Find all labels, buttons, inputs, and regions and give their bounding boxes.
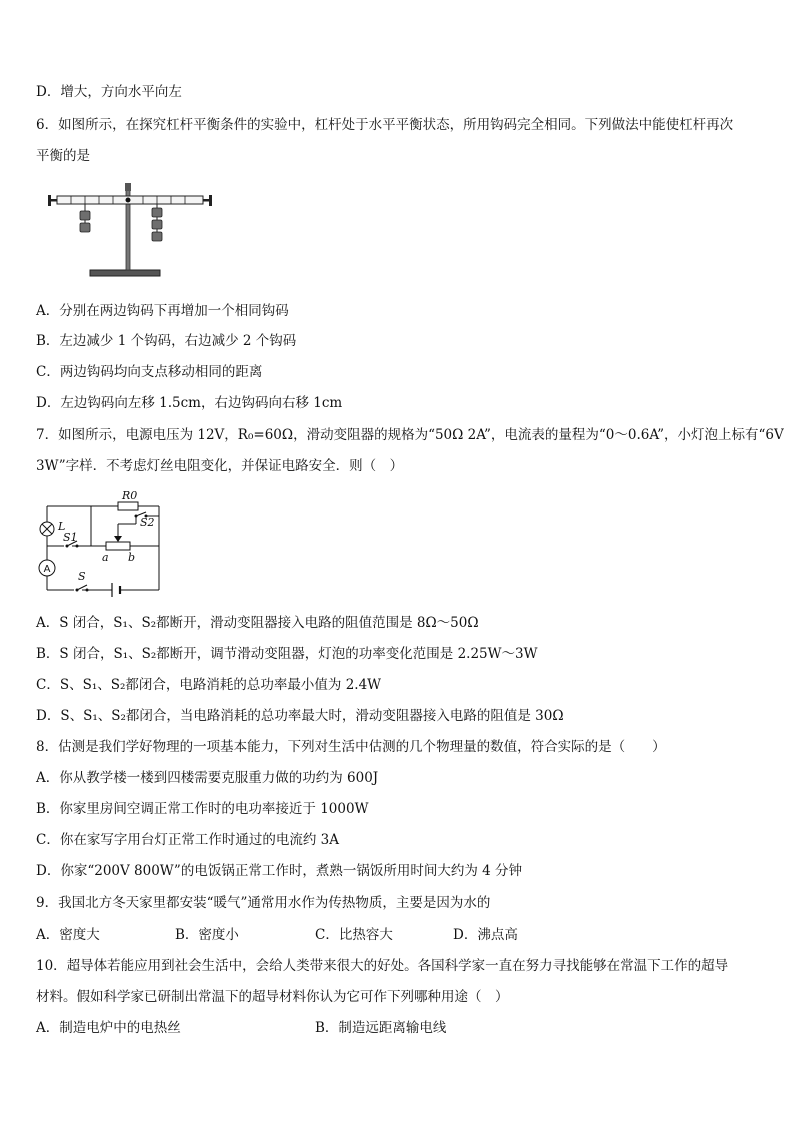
label-b: b	[128, 551, 136, 564]
q9-option-a: A．密度大	[36, 927, 100, 943]
label-a: a	[102, 551, 109, 564]
q9-stem: 9．我国北方冬天家里都安装“暖气”通常用水作为传热物质，主要是因为水的	[36, 895, 491, 911]
q8-option-c: C．你在家写字用台灯正常工作时通过的电流约 3A	[36, 832, 339, 848]
circuit-figure	[36, 490, 166, 600]
label-s1: S1	[63, 531, 78, 544]
r0-resistor	[118, 502, 138, 510]
lamp-symbol	[40, 522, 54, 536]
q6-option-d: D．左边钩码向左移 1.5cm，右边钩码向右移 1cm	[36, 395, 343, 411]
lever-pivot	[126, 198, 131, 203]
q10-stem-line2: 材料。假如科学家已研制出常温下的超导材料你认为它可作下列哪种用途（ ）	[36, 989, 509, 1005]
q6-option-c: C．两边钩码均向支点移动相同的距离	[36, 364, 263, 380]
label-l: L	[58, 520, 66, 533]
q6-option-a: A．分别在两边钩码下再增加一个相同钩码	[36, 303, 289, 319]
q7-stem-line1: 7．如图所示，电源电压为 12V，R₀=60Ω，滑动变阻器的规格为“50Ω 2A”，电流表的量程为“0～0.6A”，小灯泡上标有“6V	[36, 427, 784, 443]
q6-stem-line1: 6．如图所示，在探究杠杆平衡条件的实验中，杠杆处于水平平衡状态，所用钩码完全相同。下列做法中能使杠杆再次	[36, 117, 734, 133]
q7-option-c: C．S、S₁、S₂都闭合，电路消耗的总功率最小值为 2.4W	[36, 677, 382, 693]
q7-option-b: B．S 闭合，S₁、S₂都断开，调节滑动变阻器，灯泡的功率变化范围是 2.25W～3W	[36, 646, 538, 662]
label-s: S	[78, 570, 86, 583]
q8-option-a: A．你从教学楼一楼到四楼需要克服重力做的功约为 600J	[36, 770, 379, 786]
label-s2: S2	[140, 516, 155, 529]
ammeter-symbol	[39, 560, 55, 576]
q10-option-b: B．制造远距离输电线	[315, 1020, 447, 1036]
q5-option-d: D．增大，方向水平向左	[36, 84, 182, 100]
q9-option-d: D．沸点高	[453, 927, 518, 943]
right-weights	[152, 204, 162, 241]
q6-stem-line2: 平衡的是	[36, 148, 90, 164]
label-r0: R0	[122, 489, 138, 502]
q10-stem-line1: 10．超导体若能应用到社会生活中，会给人类带来很大的好处。各国科学家一直在努力寻找能够在常温下工作的超导	[36, 958, 729, 974]
left-weights	[80, 204, 90, 232]
lever-figure	[40, 180, 220, 280]
lever-stand-base	[90, 270, 160, 276]
q9-option-c: C．比热容大	[315, 927, 393, 943]
q7-stem-line2: 3W”字样．不考虑灯丝电阻变化，并保证电路安全．则（ ）	[36, 458, 404, 474]
q8-stem: 8．估测是我们学好物理的一项基本能力，下列对生活中估测的几个物理量的数值，符合实际的是（ ）	[36, 739, 666, 755]
q7-option-a: A．S 闭合，S₁、S₂都断开，滑动变阻器接入电路的阻值范围是 8Ω～50Ω	[36, 615, 479, 631]
ammeter-label: A	[43, 564, 51, 575]
q6-option-b: B．左边减少 1 个钩码，右边减少 2 个钩码	[36, 333, 297, 349]
q10-option-a: A．制造电炉中的电热丝	[36, 1020, 181, 1036]
q8-option-d: D．你家“200V 800W”的电饭锅正常工作时，煮熟一锅饭所用时间大约为 4 分钟	[36, 863, 522, 879]
q8-option-b: B．你家里房间空调正常工作时的电功率接近于 1000W	[36, 801, 369, 817]
q7-option-d: D．S、S₁、S₂都闭合，当电路消耗的总功率最大时，滑动变阻器接入电路的阻值是 30Ω	[36, 708, 564, 724]
q9-option-b: B．密度小	[175, 927, 239, 943]
